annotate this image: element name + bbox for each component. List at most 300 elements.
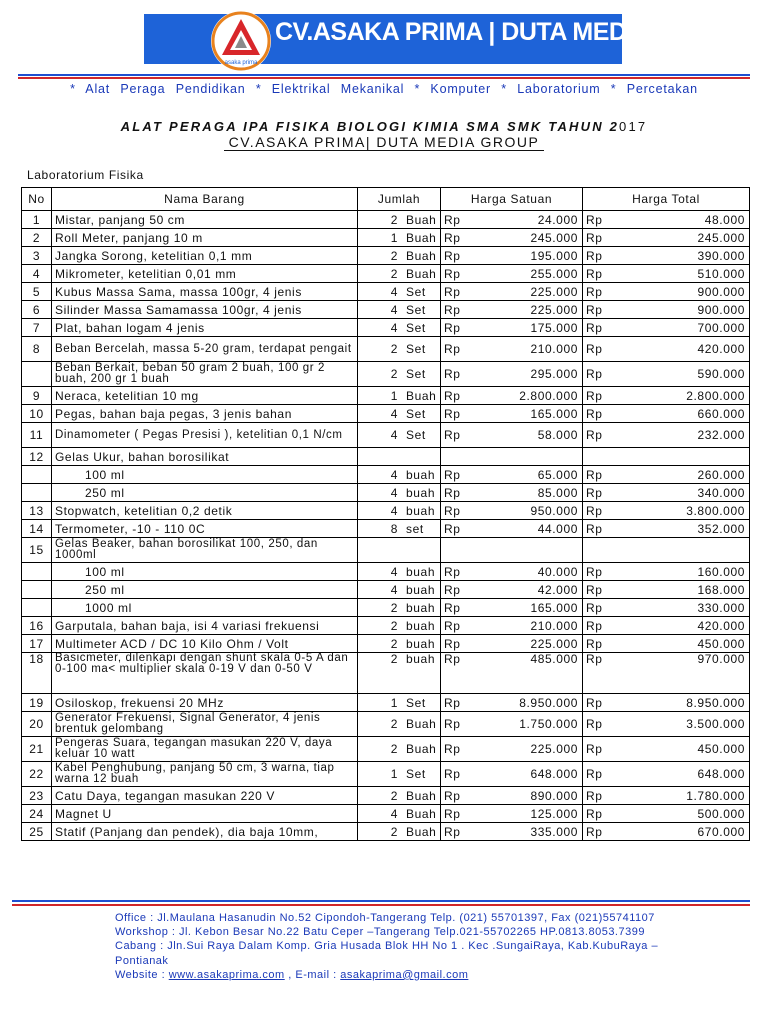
item-name: Pengeras Suara, tegangan masukan 220 V, daya keluar 10 watt: [52, 737, 358, 762]
total-currency: Rp: [583, 581, 611, 599]
row-number: 1: [22, 211, 52, 229]
document-title: [0, 119, 768, 134]
total-value: 2.800.000: [611, 387, 750, 405]
row-number: [22, 466, 52, 484]
unit-price-value: 210.000: [501, 617, 583, 635]
total-currency: Rp: [583, 337, 611, 362]
table-row: [22, 362, 750, 387]
item-qty-unit: [358, 423, 441, 448]
row-number: 2: [22, 229, 52, 247]
item-qty-unit: [358, 484, 441, 502]
row-number: 23: [22, 787, 52, 805]
unit-price-currency: Rp: [441, 423, 501, 448]
item-qty-unit: [358, 502, 441, 520]
item-name: Gelas Ukur, bahan borosilikat: [52, 448, 358, 466]
unit-price-currency: Rp: [441, 805, 501, 823]
item-qty: 4: [390, 806, 398, 821]
total-value: 1.780.000: [611, 787, 750, 805]
footer-contact: [115, 911, 715, 982]
total-value: 450.000: [611, 737, 750, 762]
total-currency: Rp: [583, 466, 611, 484]
table-row: [22, 484, 750, 502]
total-currency: Rp: [583, 283, 611, 301]
item-qty-unit: [358, 617, 441, 635]
item-unit: buah: [406, 600, 436, 615]
item-qty-unit: [358, 599, 441, 617]
unit-price-value: 44.000: [501, 520, 583, 538]
total-currency: Rp: [583, 502, 611, 520]
unit-price-currency: Rp: [441, 265, 501, 283]
row-number: 8: [22, 337, 52, 362]
item-qty: 2: [390, 342, 398, 356]
email-label: , E-mail :: [284, 968, 341, 981]
total-value: 900.000: [611, 283, 750, 301]
item-qty-unit: [358, 563, 441, 581]
item-qty-unit: [358, 319, 441, 337]
item-unit: buah: [406, 618, 436, 633]
footer-workshop: Workshop : Jl. Kebon Besar No.22 Batu Ceper –Tangerang Telp.021-55702265 HP.0813.8053.7399: [115, 926, 645, 939]
unit-price-currency: [441, 448, 501, 466]
total-value: 260.000: [611, 466, 750, 484]
item-name: Magnet U: [52, 805, 358, 823]
item-unit: Set: [406, 406, 426, 421]
item-qty-unit: [358, 405, 441, 423]
item-unit: Set: [406, 367, 426, 381]
item-name: Silinder Massa Samamassa 100gr, 4 jenis: [52, 301, 358, 319]
row-number: 13: [22, 502, 52, 520]
unit-price-currency: Rp: [441, 387, 501, 405]
item-name: Statif (Panjang dan pendek), dia baja 10mm,: [52, 823, 358, 841]
item-name: Jangka Sorong, ketelitian 0,1 mm: [52, 247, 358, 265]
table-row: [22, 617, 750, 635]
table-row: [22, 301, 750, 319]
item-unit: Set: [406, 320, 426, 335]
item-qty-unit: [358, 805, 441, 823]
business-tagline: * Alat Peraga Pendidikan * Elektrikal Mekanikal * Komputer * Laboratorium * Percetakan: [70, 82, 698, 96]
email-link[interactable]: asakaprima@gmail.com: [340, 968, 469, 981]
footer-rule-red: [12, 904, 750, 906]
row-number: 19: [22, 694, 52, 712]
row-number: 18: [22, 653, 52, 694]
item-qty-unit: [358, 229, 441, 247]
item-qty-unit: [358, 211, 441, 229]
item-unit: Buah: [406, 806, 437, 821]
total-value: 590.000: [611, 362, 750, 387]
item-name: Stopwatch, ketelitian 0,2 detik: [52, 502, 358, 520]
item-qty: 2: [390, 618, 398, 633]
unit-price-value: 295.000: [501, 362, 583, 387]
unit-price-value: [501, 538, 583, 563]
unit-price-currency: Rp: [441, 484, 501, 502]
item-name: Generator Frekuensi, Signal Generator, 4 jenis brentuk gelombang: [52, 712, 358, 737]
unit-price-value: 648.000: [501, 762, 583, 787]
total-currency: Rp: [583, 362, 611, 387]
total-currency: Rp: [583, 563, 611, 581]
item-qty: 4: [390, 582, 398, 597]
row-number: [22, 599, 52, 617]
total-currency: Rp: [583, 635, 611, 653]
item-unit: Buah: [406, 742, 437, 756]
header-unit-price: Harga Satuan: [441, 188, 583, 211]
unit-price-currency: Rp: [441, 229, 501, 247]
unit-price-value: 225.000: [501, 301, 583, 319]
item-name: Multimeter ACD / DC 10 Kilo Ohm / Volt: [52, 635, 358, 653]
item-qty: 2: [390, 266, 398, 281]
unit-price-value: [501, 448, 583, 466]
table-row: [22, 265, 750, 283]
total-value: 500.000: [611, 805, 750, 823]
row-number: 6: [22, 301, 52, 319]
row-number: 10: [22, 405, 52, 423]
unit-price-value: 175.000: [501, 319, 583, 337]
item-qty: 1: [390, 767, 398, 781]
unit-price-currency: Rp: [441, 823, 501, 841]
item-unit: Buah: [406, 788, 437, 803]
table-row: [22, 405, 750, 423]
total-currency: Rp: [583, 229, 611, 247]
item-unit: Set: [406, 342, 426, 356]
table-row: [22, 581, 750, 599]
item-unit: Set: [406, 428, 426, 442]
item-unit: Set: [406, 302, 426, 317]
unit-price-value: 1.750.000: [501, 712, 583, 737]
item-name: Roll Meter, panjang 10 m: [52, 229, 358, 247]
item-qty: 2: [390, 652, 398, 666]
total-currency: Rp: [583, 387, 611, 405]
table-row: [22, 283, 750, 301]
item-qty: 8: [390, 521, 398, 536]
unit-price-currency: Rp: [441, 581, 501, 599]
item-unit: Buah: [406, 248, 437, 263]
item-name: 250 ml: [52, 581, 358, 599]
item-name: Osiloskop, frekuensi 20 MHz: [52, 694, 358, 712]
website-label: Website :: [115, 968, 169, 981]
unit-price-currency: Rp: [441, 635, 501, 653]
footer-cabang: Cabang : Jln.Sui Raya Dalam Komp. Gria Husada Blok HH No 1 . Kec .SungaiRaya, Kab.KubuRaya –: [115, 940, 659, 953]
table-row: [22, 823, 750, 841]
section-label: Laboratorium Fisika: [27, 168, 144, 182]
row-number: 24: [22, 805, 52, 823]
item-qty: 2: [390, 717, 398, 731]
item-unit: buah: [406, 564, 436, 579]
item-qty: 4: [390, 485, 398, 500]
row-number: 15: [22, 538, 52, 563]
unit-price-currency: Rp: [441, 653, 501, 694]
header-rule-blue: [18, 74, 750, 76]
table-row: [22, 787, 750, 805]
item-name: Garputala, bahan baja, isi 4 variasi frekuensi: [52, 617, 358, 635]
item-name: Catu Daya, tegangan masukan 220 V: [52, 787, 358, 805]
title-underline: [224, 150, 544, 151]
total-value: 3.800.000: [611, 502, 750, 520]
table-row: [22, 502, 750, 520]
item-qty: 4: [390, 428, 398, 442]
row-number: 4: [22, 265, 52, 283]
total-currency: Rp: [583, 301, 611, 319]
total-value: 700.000: [611, 319, 750, 337]
item-unit: buah: [406, 636, 436, 651]
item-unit: buah: [406, 582, 436, 597]
total-currency: Rp: [583, 805, 611, 823]
item-qty-unit: [358, 635, 441, 653]
item-unit: Buah: [406, 388, 437, 403]
total-currency: Rp: [583, 265, 611, 283]
row-number: 7: [22, 319, 52, 337]
total-currency: Rp: [583, 823, 611, 841]
item-name: Kabel Penghubung, panjang 50 cm, 3 warna, tiap warna 12 buah: [52, 762, 358, 787]
item-qty-unit: [358, 787, 441, 805]
document-title-main: ALAT PERAGA IPA FISIKA BIOLOGI KIMIA SMA SMK TAHUN 2: [120, 119, 620, 134]
total-value: 8.950.000: [611, 694, 750, 712]
table-row: [22, 538, 750, 563]
table-row: [22, 635, 750, 653]
unit-price-currency: Rp: [441, 712, 501, 737]
table-row: [22, 337, 750, 362]
unit-price-currency: Rp: [441, 762, 501, 787]
table-row: [22, 563, 750, 581]
total-value: 510.000: [611, 265, 750, 283]
item-qty-unit: [358, 762, 441, 787]
row-number: 12: [22, 448, 52, 466]
table-row: [22, 712, 750, 737]
item-qty-unit: [358, 694, 441, 712]
item-qty: 1: [390, 388, 398, 403]
row-number: 21: [22, 737, 52, 762]
item-name: Gelas Beaker, bahan borosilikat 100, 250, dan 1000ml: [52, 538, 358, 563]
item-unit: [398, 543, 406, 557]
item-unit: Buah: [406, 717, 437, 731]
unit-price-currency: Rp: [441, 247, 501, 265]
footer-cabang-cont: Pontianak: [115, 954, 169, 967]
item-unit: buah: [406, 485, 436, 500]
item-qty: 4: [390, 564, 398, 579]
total-currency: Rp: [583, 737, 611, 762]
item-unit: set: [406, 521, 424, 536]
item-unit: Buah: [406, 266, 437, 281]
item-name: Neraca, ketelitian 10 mg: [52, 387, 358, 405]
item-qty: 2: [390, 248, 398, 263]
item-qty-unit: [358, 653, 441, 694]
total-currency: Rp: [583, 653, 611, 694]
item-unit: Set: [406, 284, 426, 299]
item-unit: buah: [406, 503, 436, 518]
website-link[interactable]: www.asakaprima.com: [168, 968, 285, 981]
item-name: Mistar, panjang 50 cm: [52, 211, 358, 229]
item-unit: buah: [406, 467, 436, 482]
table-row: [22, 599, 750, 617]
header-name: Nama Barang: [52, 188, 358, 211]
item-qty: 2: [390, 367, 398, 381]
item-name: Kubus Massa Sama, massa 100gr, 4 jenis: [52, 283, 358, 301]
unit-price-currency: Rp: [441, 466, 501, 484]
item-qty-unit: [358, 448, 441, 466]
unit-price-currency: Rp: [441, 737, 501, 762]
row-number: [22, 362, 52, 387]
item-qty-unit: [358, 737, 441, 762]
total-currency: Rp: [583, 617, 611, 635]
unit-price-currency: Rp: [441, 520, 501, 538]
item-name: 250 ml: [52, 484, 358, 502]
total-value: 352.000: [611, 520, 750, 538]
document-subtitle: CV.ASAKA PRIMA| DUTA MEDIA GROUP: [228, 134, 540, 150]
item-qty-unit: [358, 362, 441, 387]
unit-price-value: 58.000: [501, 423, 583, 448]
table-body: [22, 211, 750, 841]
unit-price-currency: Rp: [441, 563, 501, 581]
table-row: [22, 423, 750, 448]
unit-price-value: 485.000: [501, 653, 583, 694]
unit-price-value: 890.000: [501, 787, 583, 805]
header-no: No: [22, 188, 52, 211]
row-number: 9: [22, 387, 52, 405]
total-currency: Rp: [583, 319, 611, 337]
item-qty-unit: [358, 387, 441, 405]
total-currency: Rp: [583, 484, 611, 502]
footer-rule-blue: [12, 900, 750, 902]
unit-price-value: 165.000: [501, 599, 583, 617]
unit-price-value: 195.000: [501, 247, 583, 265]
item-name: Termometer, -10 - 110 0C: [52, 520, 358, 538]
total-value: 3.500.000: [611, 712, 750, 737]
item-name: Mikrometer, ketelitian 0,01 mm: [52, 265, 358, 283]
header-qty: Jumlah: [358, 188, 441, 211]
table-row: [22, 387, 750, 405]
total-value: 660.000: [611, 405, 750, 423]
total-value: 450.000: [611, 635, 750, 653]
item-unit: buah: [406, 652, 436, 666]
unit-price-value: 85.000: [501, 484, 583, 502]
total-currency: [583, 448, 611, 466]
table-row: [22, 653, 750, 694]
table-row: [22, 520, 750, 538]
unit-price-currency: Rp: [441, 319, 501, 337]
item-qty: 2: [390, 212, 398, 227]
unit-price-currency: Rp: [441, 787, 501, 805]
item-name: Beban Bercelah, massa 5-20 gram, terdapat pengait: [52, 337, 358, 362]
row-number: 14: [22, 520, 52, 538]
table-row: [22, 805, 750, 823]
total-currency: Rp: [583, 423, 611, 448]
total-currency: [583, 538, 611, 563]
unit-price-value: 225.000: [501, 635, 583, 653]
item-qty: 4: [390, 406, 398, 421]
footer-office: Office : Jl.Maulana Hasanudin No.52 Cipondoh-Tangerang Telp. (021) 55701397, Fax (021)55741107: [115, 912, 655, 924]
item-qty-unit: [358, 337, 441, 362]
total-value: 390.000: [611, 247, 750, 265]
row-number: 3: [22, 247, 52, 265]
unit-price-value: 210.000: [501, 337, 583, 362]
row-number: 16: [22, 617, 52, 635]
unit-price-value: 335.000: [501, 823, 583, 841]
unit-price-currency: Rp: [441, 362, 501, 387]
logo-wordmark: asaka prima: [224, 60, 258, 66]
unit-price-value: 245.000: [501, 229, 583, 247]
item-name: Basicmeter, dilenkapi dengan shunt skala 0-5 A dan 0-100 ma< multiplier skala 0-19 V dan 0-50 V: [52, 653, 358, 694]
total-value: 160.000: [611, 563, 750, 581]
unit-price-currency: Rp: [441, 694, 501, 712]
total-value: 168.000: [611, 581, 750, 599]
item-qty-unit: [358, 265, 441, 283]
total-value: [611, 538, 750, 563]
table-row: [22, 319, 750, 337]
item-qty-unit: [358, 823, 441, 841]
row-number: 22: [22, 762, 52, 787]
item-qty: 1: [390, 695, 398, 710]
table-header-row: [22, 188, 750, 211]
item-unit: Buah: [406, 824, 437, 839]
item-name: Plat, bahan logam 4 jenis: [52, 319, 358, 337]
footer-web: [115, 968, 715, 982]
item-qty: 2: [390, 636, 398, 651]
unit-price-value: 225.000: [501, 283, 583, 301]
total-currency: Rp: [583, 520, 611, 538]
total-currency: Rp: [583, 405, 611, 423]
unit-price-currency: [441, 538, 501, 563]
header-rule-red: [18, 77, 750, 79]
item-qty: 1: [390, 230, 398, 245]
item-unit: Set: [406, 695, 426, 710]
total-value: 330.000: [611, 599, 750, 617]
unit-price-currency: Rp: [441, 211, 501, 229]
item-qty-unit: [358, 283, 441, 301]
item-qty: 2: [390, 788, 398, 803]
document-title-year-suffix: 017: [619, 119, 648, 134]
unit-price-value: 255.000: [501, 265, 583, 283]
unit-price-currency: Rp: [441, 405, 501, 423]
item-qty: 2: [390, 742, 398, 756]
price-table: [21, 187, 750, 841]
row-number: [22, 484, 52, 502]
item-qty-unit: [358, 538, 441, 563]
total-currency: Rp: [583, 712, 611, 737]
unit-price-value: 8.950.000: [501, 694, 583, 712]
unit-price-value: 225.000: [501, 737, 583, 762]
item-qty-unit: [358, 247, 441, 265]
item-unit: Set: [406, 767, 426, 781]
item-name: 100 ml: [52, 563, 358, 581]
total-value: 648.000: [611, 762, 750, 787]
item-unit: [398, 450, 406, 464]
row-number: 25: [22, 823, 52, 841]
total-value: 232.000: [611, 423, 750, 448]
unit-price-value: 42.000: [501, 581, 583, 599]
table-row: [22, 247, 750, 265]
total-currency: Rp: [583, 787, 611, 805]
table-row: [22, 762, 750, 787]
unit-price-value: 65.000: [501, 466, 583, 484]
unit-price-currency: Rp: [441, 301, 501, 319]
total-value: 670.000: [611, 823, 750, 841]
total-currency: Rp: [583, 599, 611, 617]
unit-price-currency: Rp: [441, 599, 501, 617]
unit-price-value: 24.000: [501, 211, 583, 229]
unit-price-value: 125.000: [501, 805, 583, 823]
brand-name: CV.ASAKA PRIMA | DUTA MEDIA GROUP: [275, 18, 746, 46]
total-currency: Rp: [583, 694, 611, 712]
row-number: [22, 581, 52, 599]
table-row: [22, 694, 750, 712]
item-qty: 2: [390, 824, 398, 839]
total-value: [611, 448, 750, 466]
unit-price-currency: Rp: [441, 617, 501, 635]
item-qty: 4: [390, 284, 398, 299]
item-name: Beban Berkait, beban 50 gram 2 buah, 100 gr 2 buah, 200 gr 1 buah: [52, 362, 358, 387]
total-value: 245.000: [611, 229, 750, 247]
item-name: Pegas, bahan baja pegas, 3 jenis bahan: [52, 405, 358, 423]
table-row: [22, 466, 750, 484]
item-qty: 2: [390, 600, 398, 615]
table-row: [22, 448, 750, 466]
